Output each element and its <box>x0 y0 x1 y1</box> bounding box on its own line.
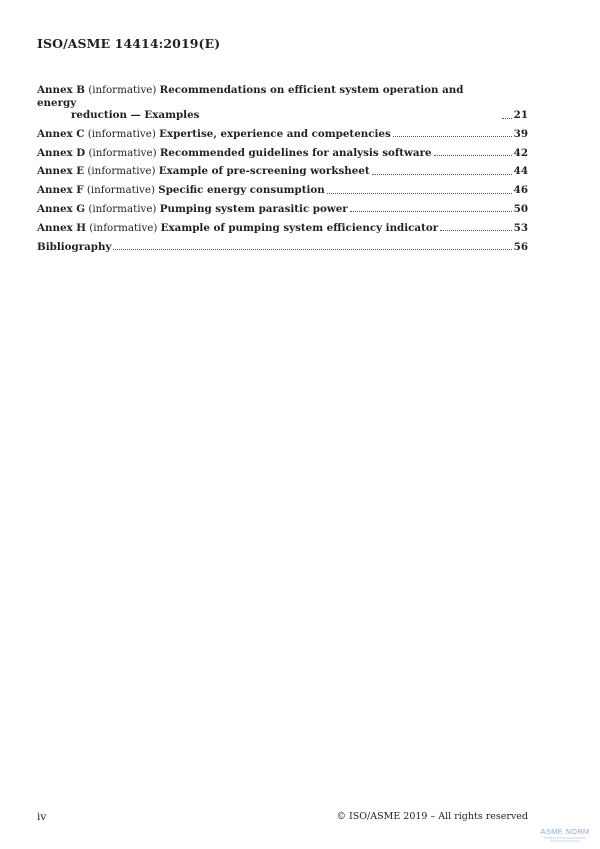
toc-leader-dots <box>502 117 512 119</box>
toc-qualifier: (informative) <box>86 184 155 197</box>
toc-page-number: 44 <box>513 165 528 178</box>
toc-leader-dots <box>393 135 512 137</box>
toc-title: Recommended guidelines for analysis software <box>159 146 432 159</box>
toc-annex-label: Annex E <box>37 165 85 178</box>
toc-qualifier: (informative) <box>87 165 156 178</box>
toc-page-number: 56 <box>513 240 528 253</box>
toc-title: Recommendations on efficient system operation and energy <box>37 84 464 109</box>
footer-copyright: © ISO/ASME 2019 – All rights reserved <box>336 811 528 822</box>
toc-leader-dots <box>113 248 511 250</box>
toc-qualifier: (informative) <box>88 84 157 96</box>
toc-entry-text <box>37 184 325 197</box>
toc-entry-annex-g[interactable] <box>37 203 528 216</box>
toc-page-number: 21 <box>513 109 528 121</box>
toc-entry-text <box>37 147 432 160</box>
toc-leader-dots <box>440 229 512 231</box>
toc-annex-label: Annex D <box>37 146 86 159</box>
toc-title: Expertise, experience and competencies <box>159 127 391 140</box>
toc-title: Example of pumping system efficiency indicator <box>160 221 439 234</box>
watermark-text: ASME NORM <box>540 827 590 836</box>
toc-title: Bibliography <box>37 240 112 253</box>
toc-leader-dots <box>434 154 512 156</box>
toc-leader-dots <box>350 210 512 212</box>
toc-page-number: 46 <box>513 184 528 197</box>
toc-qualifier: (informative) <box>89 221 158 234</box>
toc-qualifier: (informative) <box>88 202 157 215</box>
footer-page-number: iv <box>37 811 47 823</box>
toc-annex-label: Annex H <box>37 221 86 234</box>
toc-entry-text <box>37 165 370 178</box>
toc-entry-text <box>37 222 438 235</box>
toc-page-number: 53 <box>513 221 528 234</box>
toc-page-number: 50 <box>513 202 528 215</box>
toc-entry-annex-b[interactable] <box>37 84 528 122</box>
toc-entry-annex-c[interactable] <box>37 128 528 141</box>
toc-annex-label: Annex G <box>37 202 86 215</box>
toc-entry-annex-d[interactable] <box>37 147 528 160</box>
toc-entry-text <box>37 128 391 141</box>
toc-entry-annex-h[interactable] <box>37 222 528 235</box>
toc-page-number: 42 <box>513 146 528 159</box>
toc-entry-text <box>37 203 348 216</box>
toc-leader-dots <box>327 192 512 194</box>
toc-title: Pumping system parasitic power <box>159 202 348 215</box>
toc-leader-dots <box>372 173 512 175</box>
toc-title: Example of pre-screening worksheet <box>158 165 370 178</box>
toc-page-number: 39 <box>513 127 528 140</box>
toc-entry-text <box>37 84 500 122</box>
asme-norm-watermark-logo <box>538 823 592 845</box>
toc-annex-label: Annex F <box>37 184 84 197</box>
toc-title: Specific energy consumption <box>158 184 325 197</box>
toc-entry-bibliography[interactable] <box>37 241 528 254</box>
toc-entry-annex-f[interactable] <box>37 184 528 197</box>
toc-entry-text <box>37 241 111 254</box>
table-of-contents <box>37 84 528 259</box>
toc-qualifier: (informative) <box>88 146 157 159</box>
toc-title-continuation: reduction — Examples <box>71 109 200 121</box>
toc-annex-label: Annex C <box>37 127 85 140</box>
toc-entry-annex-e[interactable] <box>37 165 528 178</box>
toc-annex-label: Annex B <box>37 84 85 96</box>
document-header: ISO/ASME 14414:2019(E) <box>37 36 221 51</box>
toc-qualifier: (informative) <box>87 127 156 140</box>
